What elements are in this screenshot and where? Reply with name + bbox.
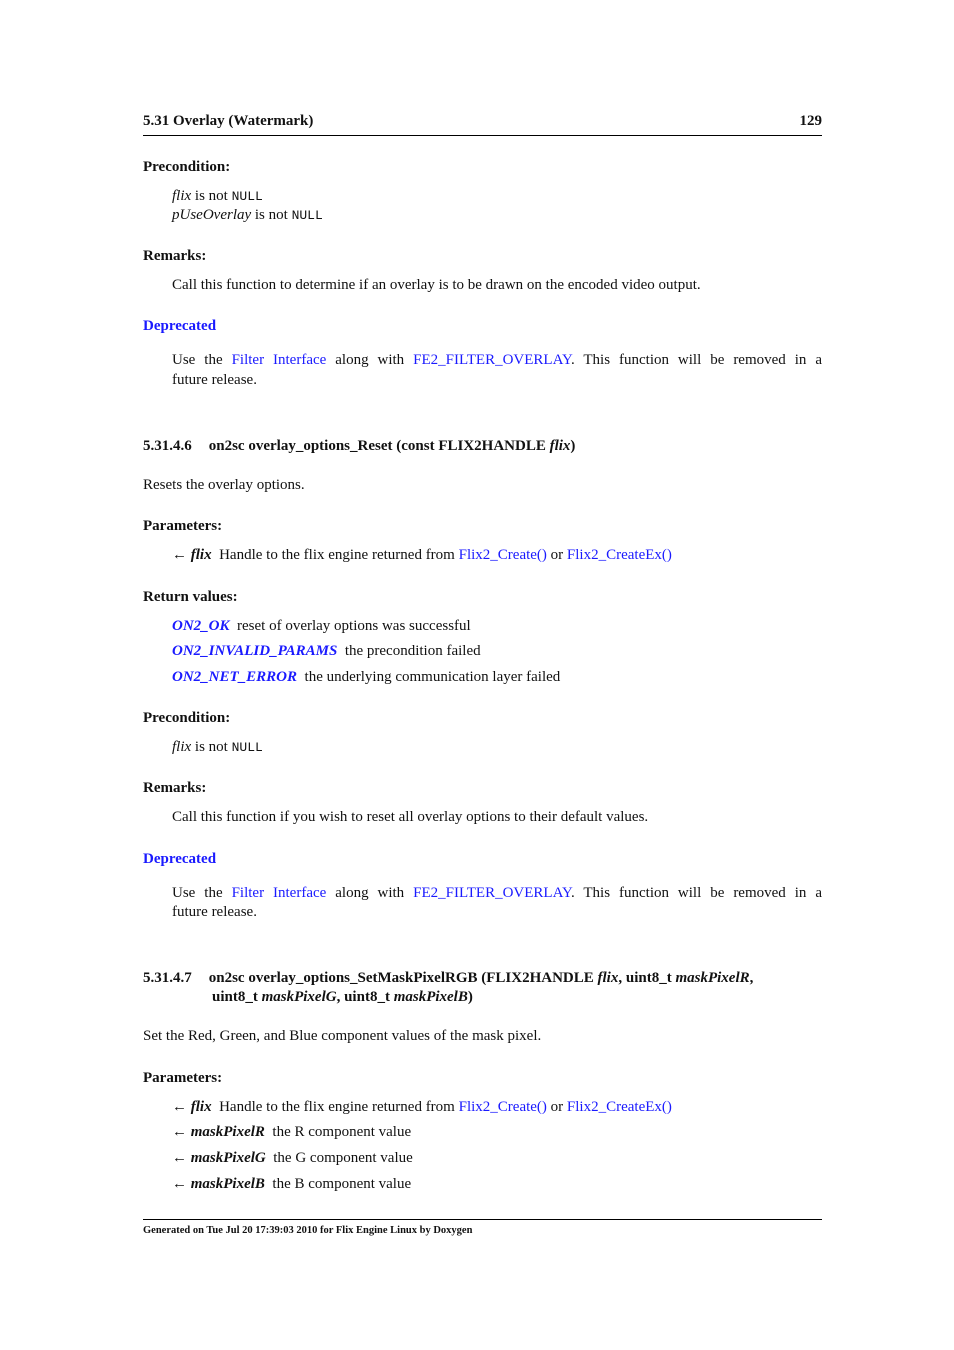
retval-link[interactable]: ON2_OK	[172, 618, 230, 634]
precondition-line: pUseOverlay is not NULL	[172, 207, 323, 223]
in-arrow-icon: ←	[172, 1124, 187, 1140]
precondition-heading: Precondition:	[143, 710, 231, 726]
deprecated-text-line: Use the Filter Interface along with FE2_FILTER_OVERLAY. This function will be removed in a	[172, 352, 823, 368]
function-description: Set the Red, Green, and Blue component values of the mask pixel.	[143, 1028, 542, 1044]
param-row: ← maskPixelB the B component value	[172, 1176, 412, 1192]
page-number: 129	[799, 113, 822, 129]
retval-row: ON2_OK reset of overlay options was successful	[172, 618, 471, 634]
deprecated-text-line: future release.	[172, 372, 257, 388]
retval-row: ON2_INVALID_PARAMS the precondition failed	[172, 643, 481, 659]
deprecated-link[interactable]: Deprecated	[143, 851, 217, 867]
in-arrow-icon: ←	[172, 547, 187, 563]
fe2-filter-overlay-link[interactable]: FE2_FILTER_OVERLAY	[413, 352, 571, 368]
function-heading-continuation: uint8_t maskPixelG, uint8_t maskPixelB)	[212, 989, 473, 1005]
flix2-createex-link[interactable]: Flix2_CreateEx()	[566, 547, 672, 563]
flix2-create-link[interactable]: Flix2_Create()	[458, 547, 547, 563]
footer-rule	[143, 1219, 822, 1220]
deprecated-text-line: future release.	[172, 904, 257, 920]
parameters-heading: Parameters:	[143, 518, 223, 534]
flix2-createex-link[interactable]: Flix2_CreateEx()	[566, 1099, 672, 1115]
param-row: ← flix Handle to the flix engine returned from Flix2_Create() or Flix2_CreateEx()	[172, 547, 672, 563]
deprecated-text-line: Use the Filter Interface along with FE2_FILTER_OVERLAY. This function will be removed in a	[172, 885, 823, 901]
function-heading-setmaskpixelrgb: 5.31.4.7 on2sc overlay_options_SetMaskPixelRGB (FLIX2HANDLE flix, uint8_t maskPixelR,	[143, 970, 754, 986]
remarks-text: Call this function to determine if an overlay is to be drawn on the encoded video output.	[172, 277, 701, 293]
retval-link[interactable]: ON2_NET_ERROR	[172, 669, 298, 685]
function-description: Resets the overlay options.	[143, 477, 305, 493]
deprecated-link[interactable]: Deprecated	[143, 318, 217, 334]
function-heading-reset: 5.31.4.6 on2sc overlay_options_Reset (const FLIX2HANDLE flix)	[143, 438, 576, 454]
in-arrow-icon: ←	[172, 1099, 187, 1115]
precondition-line: flix is not NULL	[172, 739, 263, 755]
footer-text: Generated on Tue Jul 20 17:39:03 2010 for Flix Engine Linux by Doxygen	[143, 1225, 473, 1236]
filter-interface-link[interactable]: Filter Interface	[231, 352, 327, 368]
retval-row: ON2_NET_ERROR the underlying communication layer failed	[172, 669, 561, 685]
remarks-heading: Remarks:	[143, 780, 207, 796]
in-arrow-icon: ←	[172, 1150, 187, 1166]
flix2-create-link[interactable]: Flix2_Create()	[458, 1099, 547, 1115]
precondition-line: flix is not NULL	[172, 188, 263, 204]
param-row: ← maskPixelG the G component value	[172, 1150, 413, 1166]
parameters-heading: Parameters:	[143, 1070, 223, 1086]
return-values-heading: Return values:	[143, 589, 238, 605]
running-header-title: 5.31 Overlay (Watermark)	[143, 113, 314, 129]
retval-link[interactable]: ON2_INVALID_PARAMS	[172, 643, 338, 659]
remarks-heading: Remarks:	[143, 248, 207, 264]
param-row: ← flix Handle to the flix engine returned from Flix2_Create() or Flix2_CreateEx()	[172, 1099, 672, 1115]
fe2-filter-overlay-link[interactable]: FE2_FILTER_OVERLAY	[413, 885, 571, 901]
remarks-text: Call this function if you wish to reset all overlay options to their default values.	[172, 809, 649, 825]
header-rule	[143, 135, 822, 136]
precondition-heading: Precondition:	[143, 159, 231, 175]
param-row: ← maskPixelR the R component value	[172, 1124, 412, 1140]
in-arrow-icon: ←	[172, 1176, 187, 1192]
filter-interface-link[interactable]: Filter Interface	[231, 885, 327, 901]
